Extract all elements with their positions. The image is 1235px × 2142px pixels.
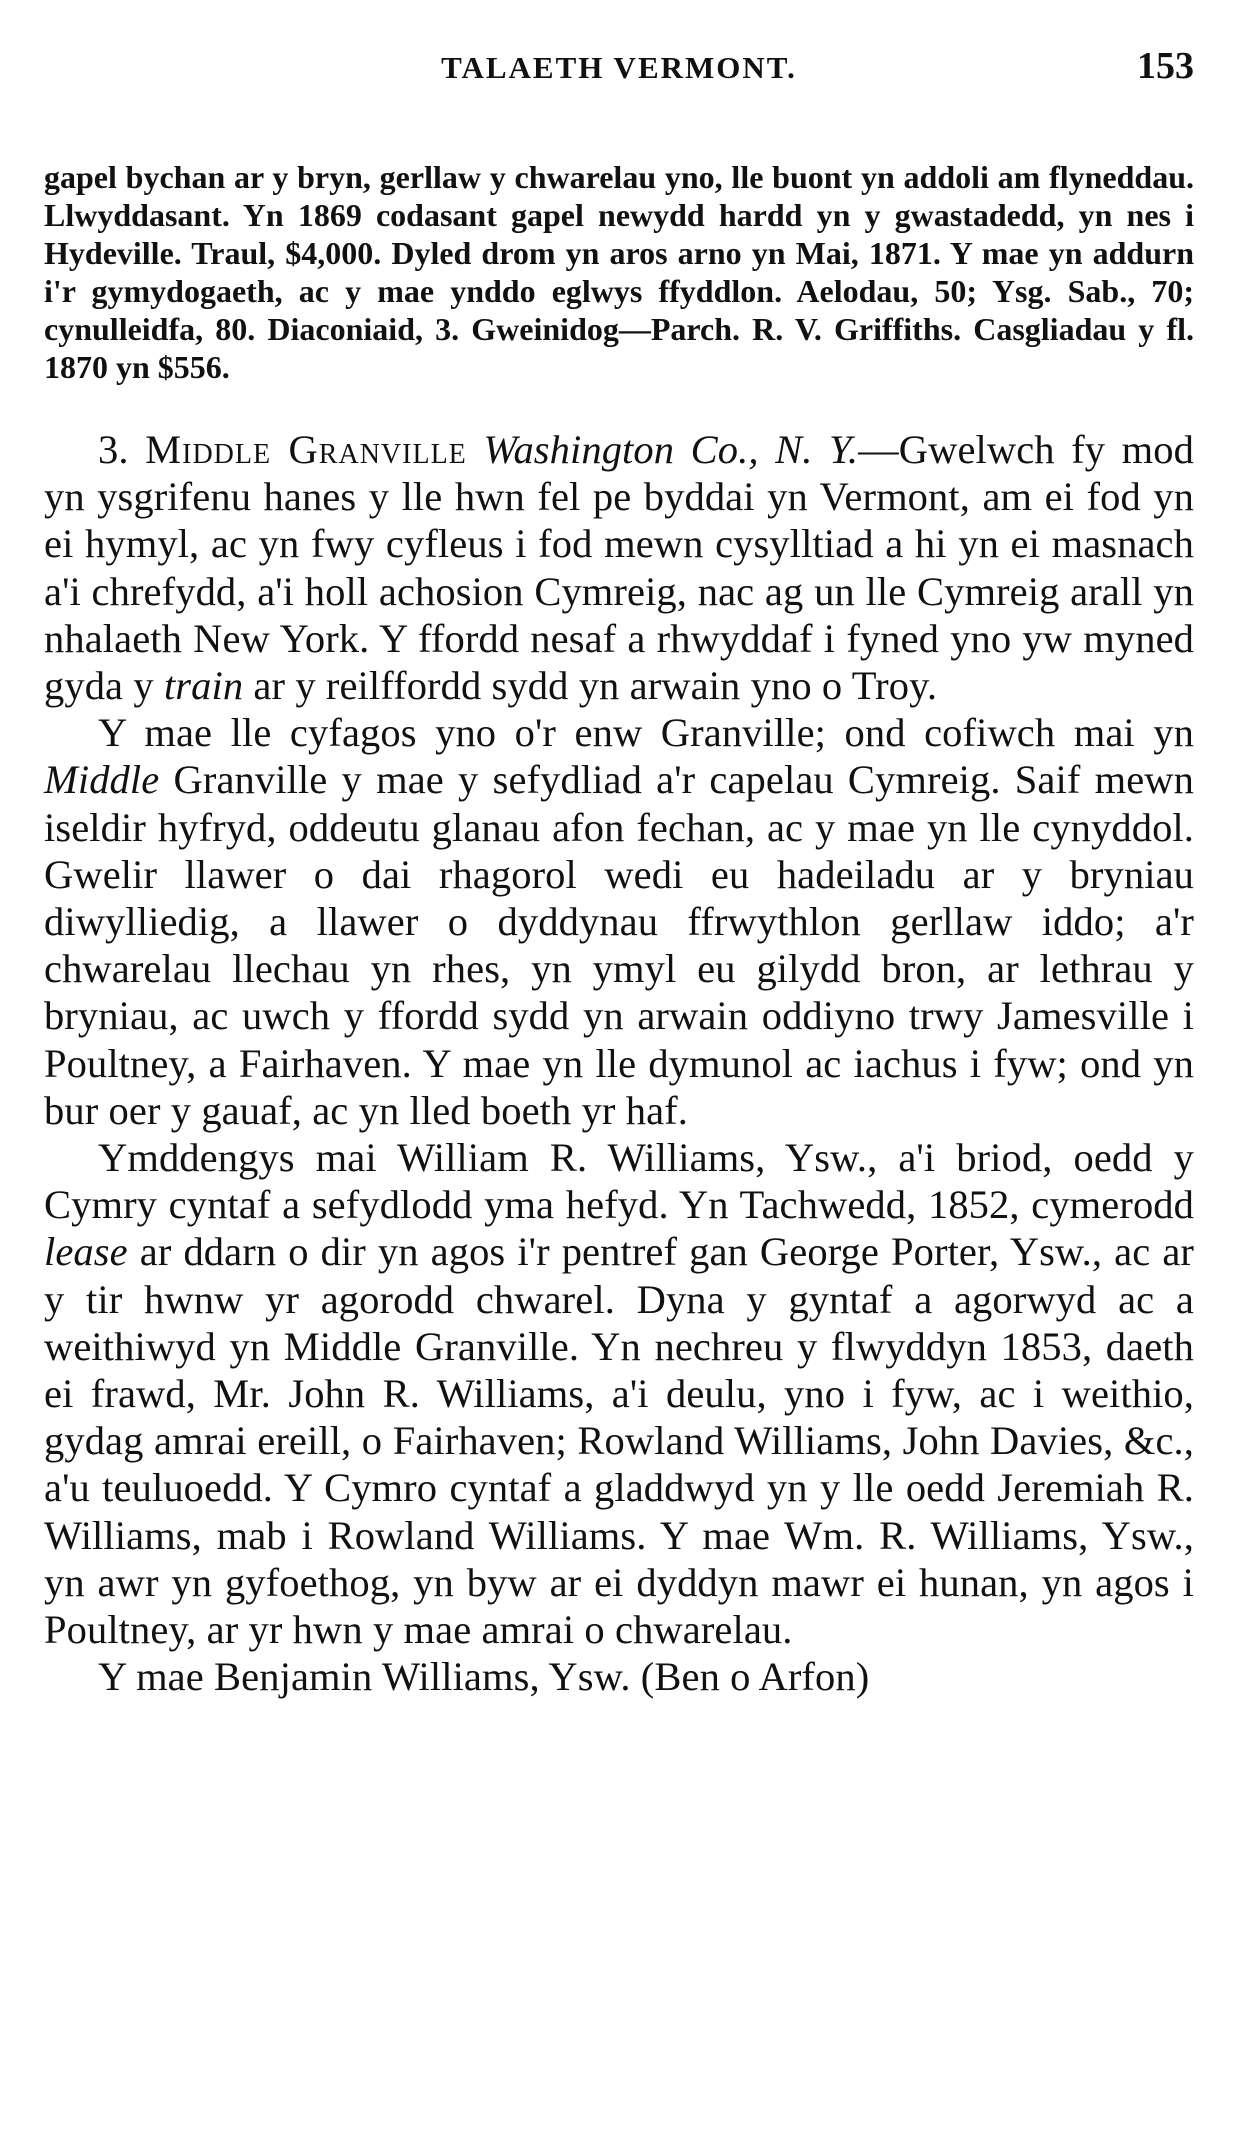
intro-paragraph xyxy=(44,158,1194,386)
para3-text-b: ar ddarn o dir yn agos i'r pentref gan George Porter, Ysw., ac ar y tir hwnw yr agorodd chwarel. Dyna y gyntaf a agorwyd ac a weithiwyd yn Middle Granville. Yn nechreu y flwyddyn 1853, daeth ei frawd, Mr. John R. Williams, a'i deulu, yno i fyw, ac i weithio, gydag amrai ereill, o Fairhaven; Rowland Williams, John Davies, &c., a'u teuluoedd. Y Cymro cyntaf a gladdwyd yn y lle oedd Jeremiah R. Williams, mab i Rowland Williams. Y mae Wm. R. Williams, Ysw., yn awr yn gyfoethog, yn byw ar ei dyddyn mawr ei hunan, yn agos i Poultney, ar yr hwn y mae amrai o chwarelau. xyxy=(44,1229,1194,1653)
para2-text-a: Y mae lle cyfagos yno o'r enw Granville; ond cofiwch mai yn xyxy=(98,710,1194,756)
running-title: TALAETH VERMONT. xyxy=(441,50,797,85)
para4-text: Y mae Benjamin Williams, Ysw. (Ben o Arfon) xyxy=(98,1654,870,1700)
page-header xyxy=(44,40,1194,100)
section-dash: — xyxy=(858,427,899,472)
para1-text: Gwelwch fy mod yn ysgrifenu hanes y lle hwn fel pe byddai yn Vermont, am ei fod yn ei hymyl, ac yn fwy cyfleus i fod mewn cysylltiad a hi yn ei masnach a'i chrefydd, a'i holl achosion Cymreig, nac ag un lle Cymreig arall yn nhalaeth New York. Y ffordd nesaf a rhwyddaf i fyned yno yw myned gyda y xyxy=(44,427,1194,709)
section-paragraph-1 xyxy=(44,426,1194,709)
para3-italic: lease xyxy=(44,1229,128,1275)
section-name: Middle Granville xyxy=(145,427,467,472)
section-place: Washington Co., N. Y. xyxy=(483,427,859,472)
page-number: 153 xyxy=(1137,45,1194,87)
section-number: 3. xyxy=(98,427,129,472)
section-paragraph-2 xyxy=(44,709,1194,1134)
para1-italic: train xyxy=(163,663,244,709)
section-paragraph-4 xyxy=(44,1653,1194,1700)
para1-end: ar y reilffordd sydd yn arwain yno o Troy. xyxy=(243,663,938,709)
para3-text-a: Ymddengys mai William R. Williams, Ysw., a'i briod, oedd y Cymry cyntaf a sefydlodd yma hefyd. Yn Tachwedd, 1852, cymerodd xyxy=(44,1135,1194,1228)
para2-italic: Middle xyxy=(44,757,160,803)
para2-text-b: Granville y mae y sefydliad a'r capelau Cymreig. Saif mewn iseldir hyfryd, oddeutu glanau afon fechan, ac y mae yn lle cynyddol. Gwelir llawer o dai rhagorol wedi eu hadeiladu ar y bryniau diwylliedig, a llawer o dyddynau ffrwythlon gerllaw iddo; a'r chwarelau llechau yn rhes, yn ymyl eu gilydd bron, ar lethrau y bryniau, ac uwch y ffordd sydd yn arwain oddiyno trwy Jamesville i Poultney, a Fairhaven. Y mae yn lle dymunol ac iachus i fyw; ond yn bur oer y gauaf, ac yn lled boeth yr haf. xyxy=(44,757,1194,1133)
intro-text: gapel bychan ar y bryn, gerllaw y chwarelau yno, lle buont yn addoli am flyneddau. Llwyddasant. Yn 1869 codasant gapel newydd hardd yn y gwastadedd, yn nes i Hydeville. Traul, $4,000. Dyled drom yn aros arno yn Mai, 1871. Y mae yn addurn i'r gymydogaeth, ac y mae ynddo eglwys ffyddlon. Aelodau, 50; Ysg. Sab., 70; cynulleidfa, 80. Diaconiaid, 3. Gweinidog—Parch. R. V. Griffiths. Casgliadau y fl. 1870 yn $556. xyxy=(44,159,1194,385)
section-paragraph-3 xyxy=(44,1134,1194,1653)
section-middle-granville xyxy=(44,426,1194,1700)
book-page xyxy=(44,40,1194,1700)
